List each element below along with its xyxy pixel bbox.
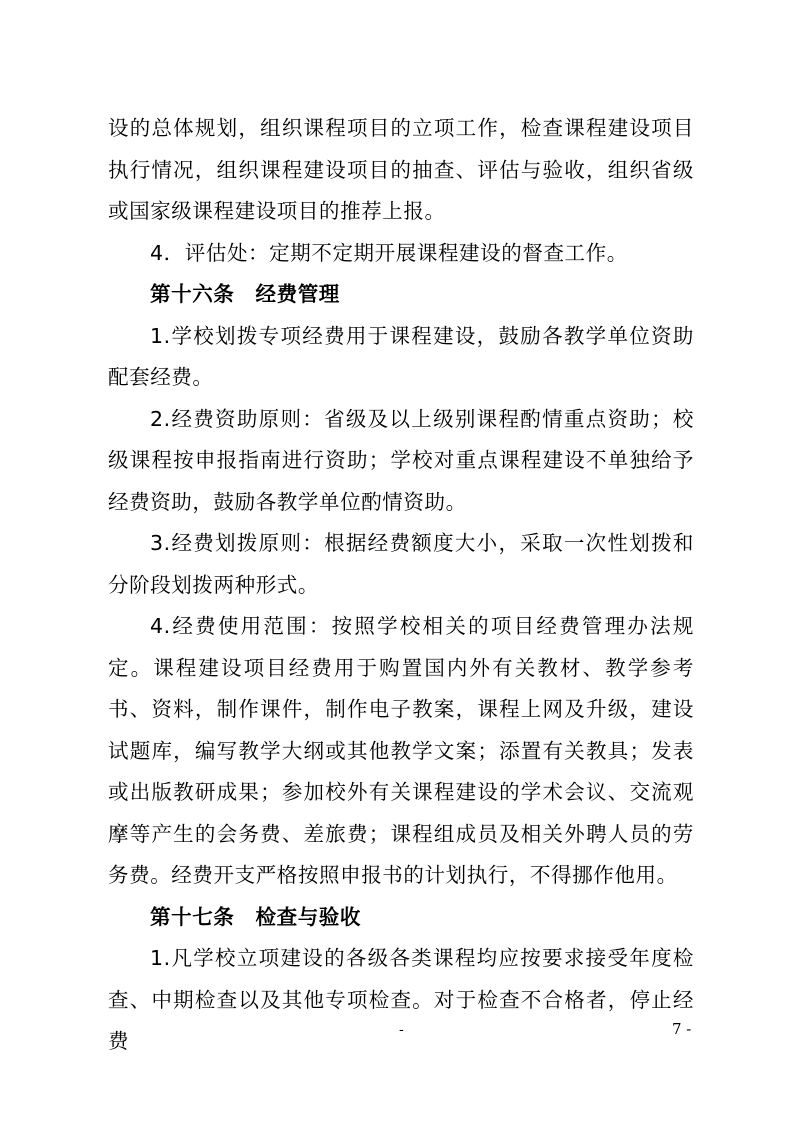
- footer-dash: -: [399, 1022, 404, 1038]
- section-heading-16: 第十六条 经费管理: [150, 282, 340, 306]
- paragraph-6: 4.经费使用范围：按照学校相关的项目经费管理办法规定。课程建设项目经费用于购置国内外有关教材、教学参考书、资料，制作课件，制作电子教案，课程上网及升级，建设试题库，编写教学大纲或其他教学文案；添置有关教具；发表或出版教研成果；参加校外有关课程建设的学术会议、交流观摩等产生的会务费、差旅费；课程组成员及相关外聘人员的劳务费。经费开支严格按照申报书的计划执行，不得挪作他用。: [108, 614, 694, 887]
- page-number: 7 -: [672, 1020, 692, 1038]
- section-heading-17: 第十七条 检查与验收: [150, 904, 361, 929]
- paragraph-5: 3.经费划拨原则：根据经费额度大小，采取一次性划拨和分阶段划拨两种形式。: [108, 531, 694, 597]
- paragraph-3: 1.学校划拨专项经费用于课程建设，鼓励各教学单位资助配套经费。: [108, 323, 694, 389]
- paragraph-2: 4．评估处：定期不定期开展课程建设的督查工作。: [150, 240, 628, 265]
- document-body: [108, 108, 694, 1063]
- paragraph-1: 设的总体规划，组织课程项目的立项工作，检查课程建设项目执行情况，组织课程建设项目的抽查、评估与验收，组织省级或国家级课程建设项目的推荐上报。: [108, 116, 694, 223]
- paragraph-7: 1.凡学校立项建设的各级各类课程均应按要求接受年度检查、中期检查以及其他专项检查。对于检查不合格者，停止经费: [108, 946, 694, 1053]
- paragraph-4: 2.经费资助原则：省级及以上级别课程酌情重点资助；校级课程按申报指南进行资助；学校对重点课程建设不单独给予经费资助，鼓励各教学单位酌情资助。: [108, 406, 694, 514]
